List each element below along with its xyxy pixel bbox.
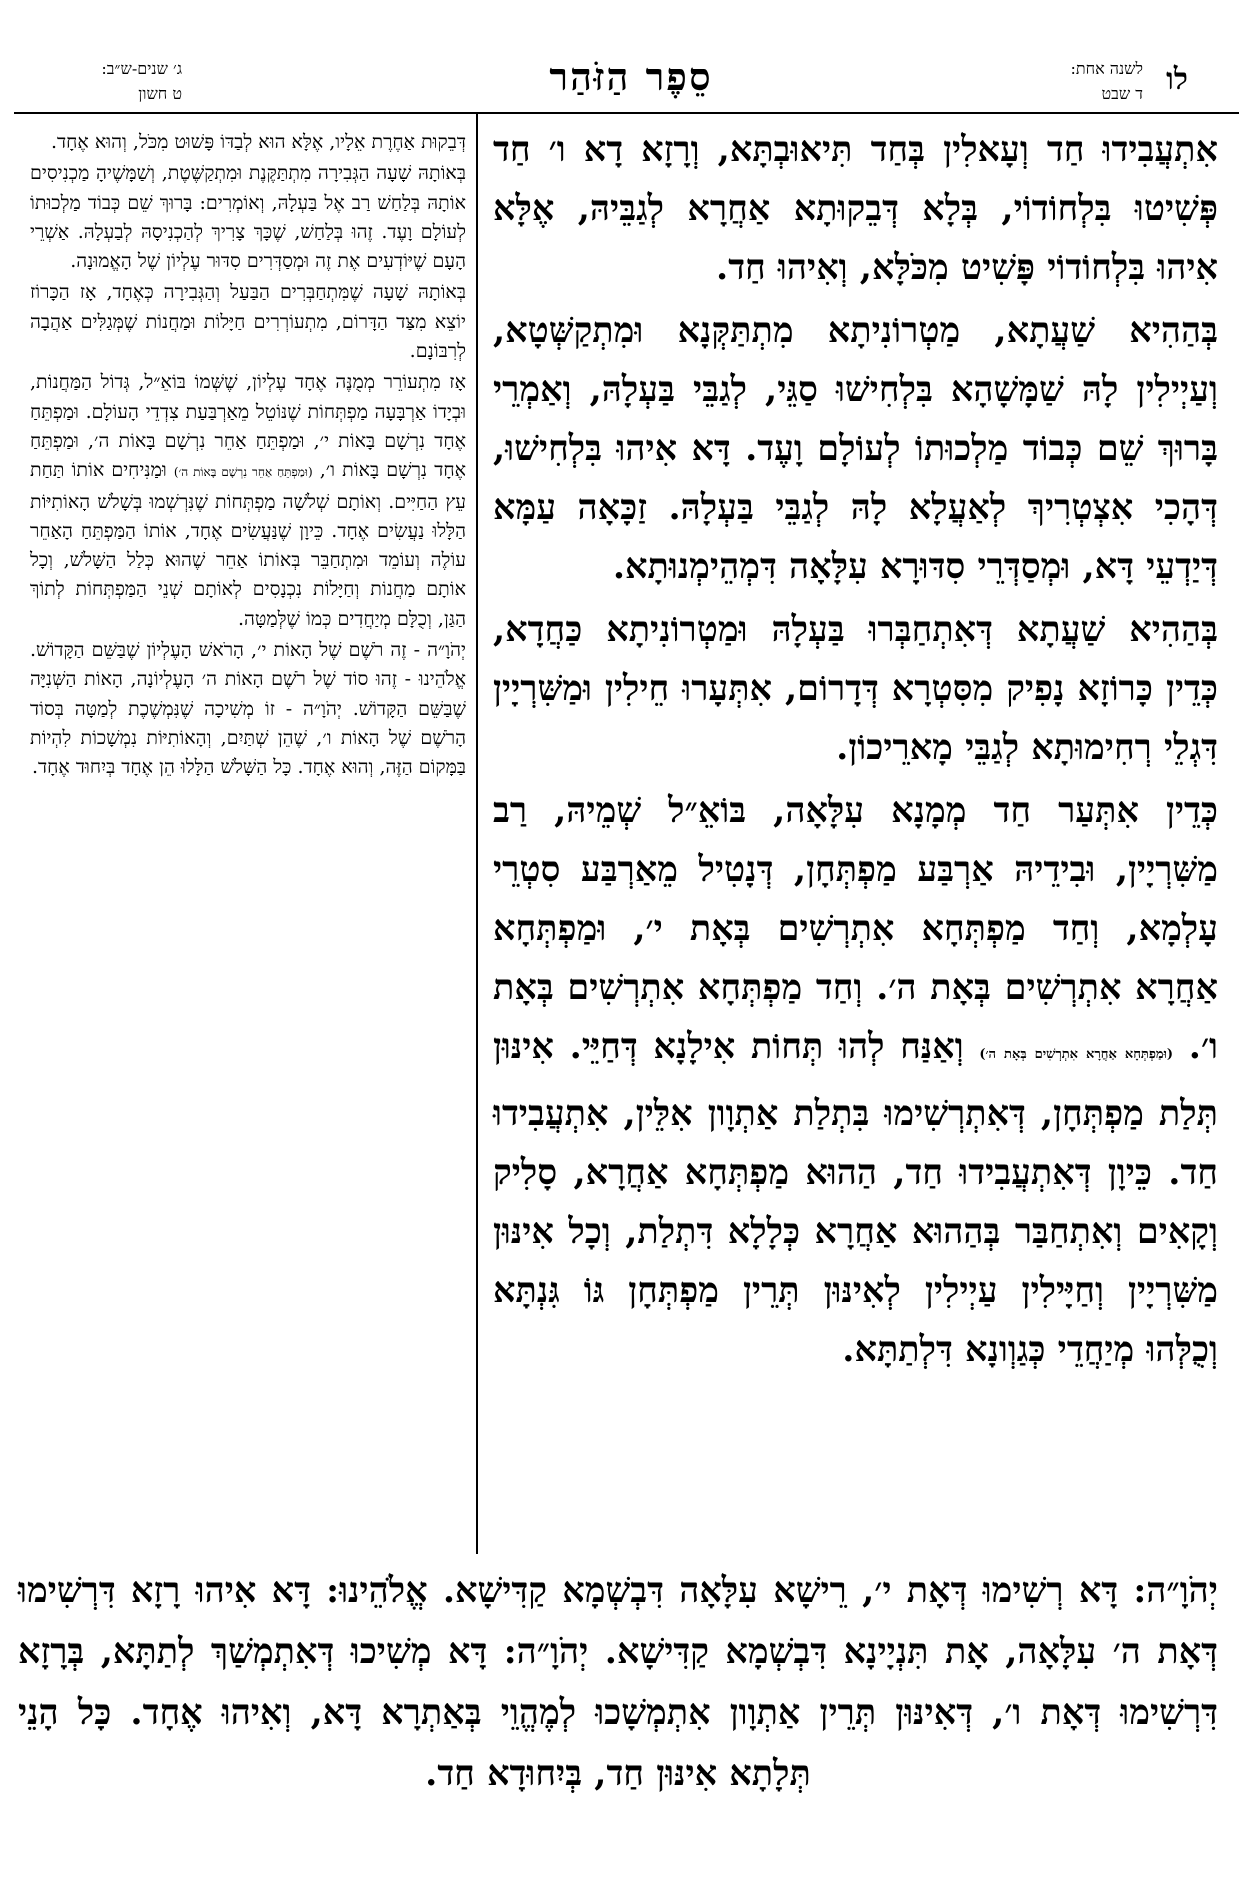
column-divider [476, 114, 478, 1554]
hebrew-paragraph: יְהֹוָ״ה - זֶה רֹשֶׁם שֶׁל הָאוֹת י׳, הָרֹאשׁ הָעֶלְיוֹן שֶׁבַּשֵּׁם הַקָּדוֹשׁ. אֱלֹהֵינוּ - זֶהוּ סוֹד שֶׁל רֹשֶׁם הָאוֹת ה׳ הָעֶלְיוֹנָה, הָאוֹת הַשְּׁנִיָּה שֶׁבַּשֵּׁם הַקָּדוֹשׁ. יְהֹוָ״ה - זוֹ מְשִׁיכָה שֶׁנִּמְשֶׁכֶת לְמַטָּה בְּסוֹד הָרֹשֶׁם שֶׁל הָאוֹת ו׳, שֶׁהֵן שְׁתַּיִם, וְהָאוֹתִיּוֹת נִמְשָׁכוֹת לִהְיוֹת בַּמָּקוֹם הַזֶּה, וְהוּא אֶחָד. כָּל הַשָּׁלֹשׁ הַלָּלוּ הֵן אֶחָד בְּיִחוּד אֶחָד. [30, 639, 466, 779]
aramaic-text: כְּדֵין אִתְּעַר חַד מְמָנָא עִלָּאָה, בּוֹאֵ״ל שְׁמֵיהּ, רַב מַשִּׁרְיָין, וּבִידֵיהּ אַרְבַּע מַפְתְּחָן, דְּנָטִיל מֵאַרְבַּע סִטְרֵי עָלְמָא, וְחַד מַפְתְּחָא אִתְרְשִׁים בְּאָת י׳, וּמַפְתְּחָא אַחֲרָא אִתְרְשִׁים בְּאָת ה׳. וְחַד מַפְתְּחָא אִתְרְשִׁים בְּאָת ו׳. [493, 790, 1219, 1067]
hebrew-variant-note: (וּמַפְתֵּחַ אַחֵר נִרְשָׁם בָּאוֹת ה׳) [173, 465, 313, 480]
hebrew-text: וּמַנִּיחִים אוֹתוֹ תַּחַת עֵץ הַחַיִּים. וְאוֹתָם שְׁלֹשָׁה מַפְתְּחוֹת שֶׁנִּרְשְׁמוּ בְּשָׁלֹשׁ הָאוֹתִיּוֹת הַלָּלוּ נַעֲשִׂים אֶחָד. כֵּיוָן שֶׁנַּעֲשִׂים אֶחָד, אוֹתוֹ הַמַּפְתֵּחַ הָאַחֵר עוֹלֶה וְעוֹמֵד וּמִתְחַבֵּר בְּאוֹתוֹ אַחֵר שֶׁהוּא כְּלַל הַשָּׁלֹשׁ, וְכָל אוֹתָם מַחֲנוֹת וְחַיָּלוֹת נִכְנָסִים לְאוֹתָם שְׁנֵי הַמַּפְתְּחוֹת לְתוֹךְ הַגַּן, וְכֻלָּם מְיַחֲדִים כְּמוֹ שֶׁלְּמַטָּה. [30, 459, 466, 630]
aramaic-variant-note: (וּמַפְתְּחָא אַחֲרָא אִתְרְשִׁים בְּאָת ה׳) [979, 1047, 1174, 1062]
schedule-left-line1: ג׳ שנים-ש״ב: [101, 59, 182, 78]
header-rule [14, 112, 1239, 114]
header-study-schedule-left [22, 56, 182, 106]
aramaic-paragraph [493, 781, 1218, 1379]
hebrew-paragraph: בְּאוֹתָהּ שָׁעָה שֶׁמִּתְחַבְּרִים הַבַּעַל וְהַגְּבִירָה כְּאֶחָד, אָז הַכָּרוֹז יוֹצֵא מִצַּד הַדָּרוֹם, מִתְעוֹרְרִים חַיָּלוֹת וּמַחֲנוֹת שֶׁמְּגַלִּים אַהֲבָה לְרִבּוֹנָם. [30, 281, 466, 363]
schedule-right-line1: לשנה אחת: [1070, 59, 1143, 78]
aramaic-paragraph: בְּהַהִיא שַׁעֲתָא דְּאִתְחַבְּרוּ בַּעְלָהּ וּמַטְרוֹנִיתָא כַּחֲדָא, כְּדֵין כָּרוֹזָא נָפִיק מִסִּטְרָא דְּדָרוֹם, אִתְּעָרוּ חֵילִין וּמַשִּׁרְיָין דִּגְלֵי רְחִימוּתָא לְגַבֵּי מָארֵיכוֹן. [493, 609, 1218, 768]
aramaic-paragraph: אִתְעֲבִידוּ חַד וְעָאלִין בְּחַד תִּיאוּבְתָּא, וְרָזָא דָא ו׳ חַד פְּשִׁיטוּ בִּלְחוֹדוֹי, בְּלָא דְּבֵקוּתָא אַחֲרָא לְגַבֵּיהּ, אֶלָּא אִיהוּ בִּלְחוֹדוֹי פָּשִׁיט מִכֹּלָּא, וְאִיהוּ חַד. [493, 129, 1218, 288]
bottom-aramaic-block [18, 1560, 1218, 1804]
hebrew-paragraph [30, 368, 466, 634]
schedule-right-line2: ד שבט [1101, 84, 1143, 103]
aramaic-paragraph: בְּהַהִיא שַׁעֲתָא, מַטְרוֹנִיתָא מִתְתַּקְּנָא וּמִתְקַשְּׁטָא, וְעַיְילִין לָהּ שַׁמָּשָׁהָא בִּלְחִישׁוּ סַגֵּי, לְגַבֵּי בַּעְלָהּ, וְאַמְרֵי בָּרוּךְ שֵׁם כְּבוֹד מַלְכוּתוֹ לְעוֹלָם וָעֶד. דָּא אִיהוּ בִּלְחִישׁוּ, דְּהָכִי אִצְטְרִיךְ לְאַעֲלָא לָהּ לְגַבֵּי בַּעְלָהּ. זַכָּאָה עַמָּא דְּיַדְעֵי דָּא, וּמְסַדְּרֵי סִדּוּרָא עִלָּאָה דִּמְהֵימְנוּתָא. [493, 310, 1218, 587]
header-study-schedule-right [1003, 56, 1143, 106]
hebrew-translation-column [30, 128, 466, 785]
book-title: סֵפֶר הַזֹּהַר [549, 54, 713, 99]
hebrew-paragraph: דְּבֵקוּת אַחֶרֶת אֵלָיו, אֶלָּא הוּא לְבַדּוֹ פָּשׁוּט מִכֹּל, וְהוּא אֶחָד. [50, 131, 466, 153]
hebrew-text: אָז מִתְעוֹרֵר מְמֻנֶּה אֶחָד עֶלְיוֹן, שֶׁשְּׁמוֹ בּוֹאֵ״ל, גְּדוֹל הַמַּחֲנוֹת, וּבְיָדוֹ אַרְבָּעָה מַפְתְּחוֹת שֶׁנּוֹטֵל מֵאַרְבַּעַת צִדְדֵי הָעוֹלָם. וּמַפְתֵּחַ אֶחָד נִרְשָׁם בָּאוֹת י׳, וּמַפְתֵּחַ אַחֵר נִרְשָׁם בָּאוֹת ה׳, וּמַפְתֵּחַ אֶחָד נִרְשָׁם בָּאוֹת ו׳, [30, 371, 466, 482]
hebrew-paragraph: בְּאוֹתָהּ שָׁעָה הַגְּבִירָה מִתְתַּקֶּנֶת וּמִתְקַשֶּׁטֶת, וְשַׁמָּשֶׁיהָ מַכְנִיסִים אוֹתָהּ בְּלַחַשׁ רַב אֶל בַּעְלָהּ, וְאוֹמְרִים: בָּרוּךְ שֵׁם כְּבוֹד מַלְכוּתוֹ לְעוֹלָם וָעֶד. זֶהוּ בְּלַחַשׁ, שֶׁכָּךְ צָרִיךְ לְהַכְנִיסָהּ לְבַעְלָהּ. אַשְׁרֵי הָעָם שֶׁיּוֹדְעִים אֶת זֶה וּמְסַדְּרִים סִדּוּר עֶלְיוֹן שֶׁל הָאֱמוּנָה. [30, 162, 466, 273]
aramaic-column [493, 120, 1218, 1383]
bottom-paragraph: יְהֹוָ״ה: דָּא רְשִׁימוּ דְּאָת י׳, רֵישָׁא עִלָּאָה דִּבְשְׁמָא קַדִּישָׁא. אֱלֹהֵינוּ: דָּא אִיהוּ רָזָא דִּרְשִׁימוּ דְּאָת ה׳ עִלָּאָה, אָת תִּנְיָינָא דִּבְשְׁמָא קַדִּישָׁא. יְהֹוָ״ה: דָּא מְשִׁיכוּ דְּאִתְמְשַׁךְ לְתַתָּא, בְּרָזָא דִּרְשִׁימוּ דְּאָת ו׳, דְּאִינּוּן תְּרֵין אַתְוָון אִתְמְשָׁכוּ לְמֶהֱוֵי בְּאַתְרָא דָּא, וְאִיהוּ אֶחָד. כָּל הָנֵי תְּלָתָא אִינּוּן חַד, בְּיִחוּדָא חַד. [18, 1570, 1218, 1794]
aramaic-text: וְאַנַּח לְהוּ תְּחוֹת אִילָנָא דְּחַיֵּי. אִינּוּן תְּלַת מַפְתְּחָן, דְּאִתְרְשִׁימוּ בִּתְלַת אַתְוָון אִלֵּין, אִתְעֲבִידוּ חַד. כֵּיוָן דְּאִתְעֲבִידוּ חַד, הַהוּא מַפְתְּחָא אַחֲרָא, סָלִיק וְקָאִים וְאִתְחַבַּר בְּהַהוּא אַחֲרָא כְּלָלָא דִּתְלַת, וְכָל אִינּוּן מַשִּׁרְיָין וְחַיָּילִין עַיְילִין לְאִינּוּן תְּרֵין מַפְתְּחָן גּוֹ גִּנְתָּא וְכֻלְּהוּ מְיַחֲדֵי כְּגַוְונָא דִּלְתַתָּא. [493, 1026, 1218, 1370]
page-number: לו [1166, 62, 1188, 97]
schedule-left-line2: ט חשון [138, 84, 182, 103]
